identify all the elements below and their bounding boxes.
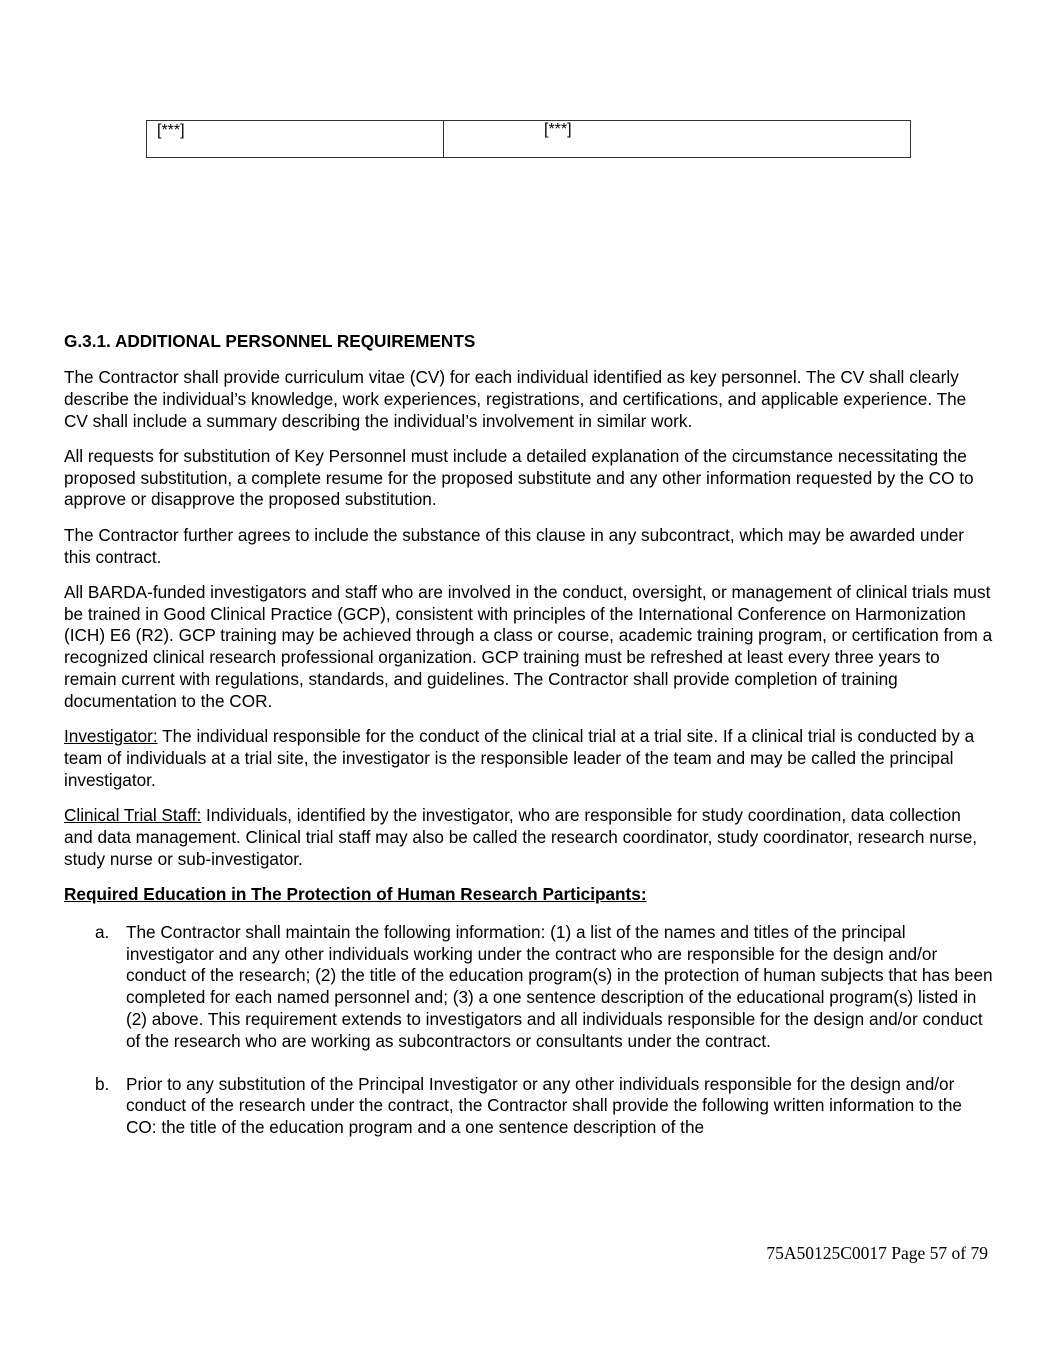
paragraph-gcp: All BARDA-funded investigators and staff who are involved in the conduct, oversight, or management of clinical trials must be trained in Good Clinical Practice (GCP), consistent with principles of the International Conference on Harmonization (ICH) E6 (R2). GCP training may be achieved through a class or course, academic training program, or certification from a recognized clinical research professional organization. GCP training must be refreshed at least every three years to remain current with regulations, standards, and guidelines. The Contractor shall provide completion of training documentation to the COR. xyxy=(64,581,993,711)
list-item xyxy=(64,922,994,1053)
definition-staff-text: Individuals, identified by the investigator, who are responsible for study coordination, data collection and data management. Clinical trial staff may also be called the research coordinator, study coordinator, research nurse, study nurse or sub-investigator. xyxy=(64,805,978,869)
table-cell-left: [***] xyxy=(147,121,444,158)
definition-investigator xyxy=(64,726,994,791)
definition-staff xyxy=(64,805,994,870)
subheading-human-research: Required Education in The Protection of Human Research Participants: xyxy=(64,883,647,904)
list-item-text: Prior to any substitution of the Principal Investigator or any other individuals responsible for the design and/or conduct of the research under the contract, the Contractor shall provide the following written information to the CO: the title of the education program and a one sentence description of the xyxy=(126,1073,962,1138)
list-item-text: The Contractor shall maintain the following information: (1) a list of the names and titles of the principal investigator and any other individuals working under the contract who are responsible for the design and/or conduct of the research; (2) the title of the education program(s) in the protection of human subjects that has been completed for each named personnel and; (3) a one sentence description of the educational program(s) listed in (2) above. This requirement extends to investigators and all individuals responsible for the design and/or conduct of the research who are working as subcontractors or consultants under the contract. xyxy=(126,921,993,1051)
list-item xyxy=(64,1074,994,1139)
definition-investigator-text: The individual responsible for the conduct of the clinical trial at a trial site. If a clinical trial is conducted by a team of individuals at a trial site, the investigator is the responsible leader of the team and may be called the principal investigator. xyxy=(64,726,975,790)
table-cell-right: [***] xyxy=(444,121,911,158)
list-marker: b. xyxy=(95,1073,110,1094)
list-marker: a. xyxy=(95,921,110,942)
table-row xyxy=(147,121,911,158)
term-clinical-trial-staff: Clinical Trial Staff: xyxy=(64,805,202,826)
paragraph-cv: The Contractor shall provide curriculum vitae (CV) for each individual identified as key personnel. The CV shall clearly describe the individual’s knowledge, work experiences, registrations, and certifications, and applicable experience. The CV shall include a summary describing the individual’s involvement in similar work. xyxy=(64,367,967,431)
section-heading: G.3.1. ADDITIONAL PERSONNEL REQUIREMENTS xyxy=(64,331,476,351)
paragraph-substitution: All requests for substitution of Key Personnel must include a detailed explanation of the circumstance necessitating the proposed substitution, a complete resume for the proposed substitute and any other information requested by the CO to approve or disapprove the proposed substitution. xyxy=(64,445,974,510)
term-investigator: Investigator: xyxy=(64,726,158,747)
section-body xyxy=(64,331,994,1160)
paragraph-subcontract: The Contractor further agrees to include the substance of this clause in any subcontract, which may be awarded under this contract. xyxy=(64,524,964,567)
redacted-table xyxy=(146,120,911,158)
page-footer: 75A50125C0017 Page 57 of 79 xyxy=(766,1243,988,1263)
